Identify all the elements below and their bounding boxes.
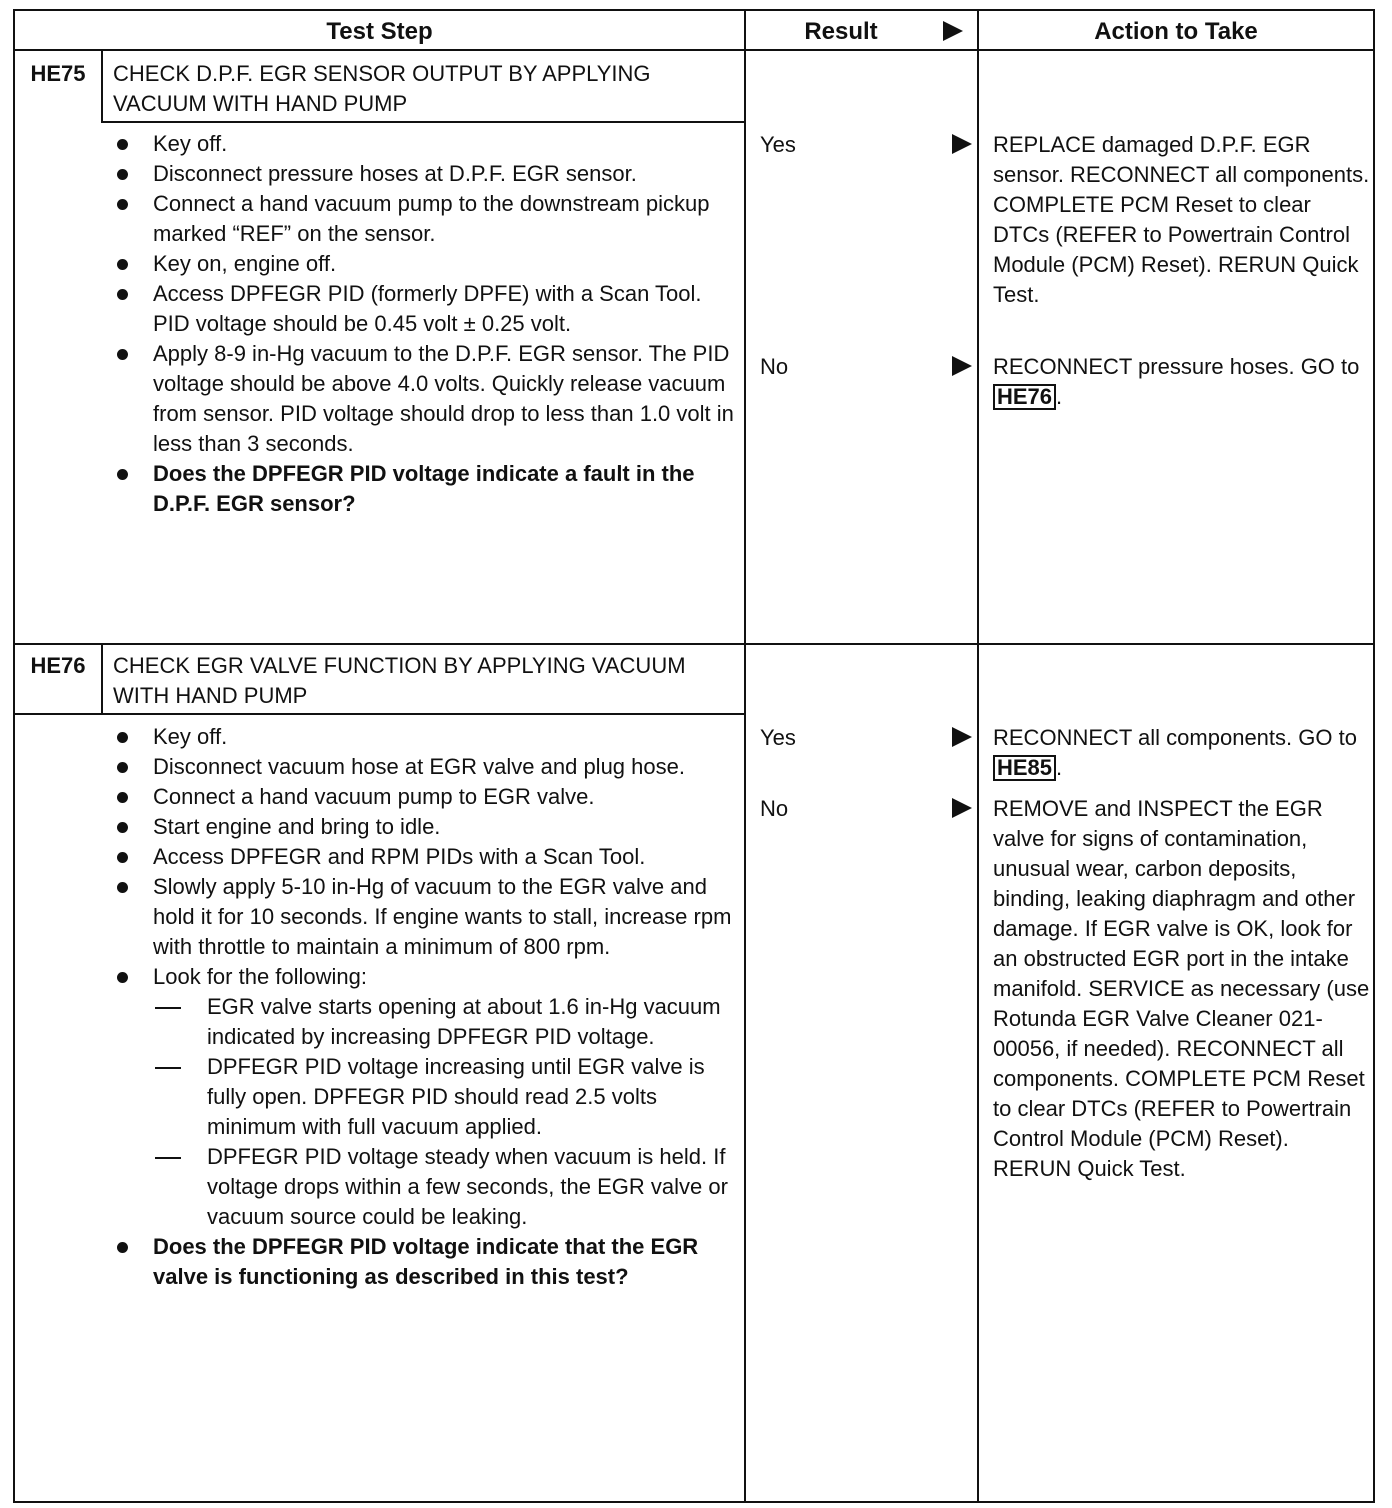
- list-item: Disconnect pressure hoses at D.P.F. EGR sensor.: [111, 159, 743, 189]
- list-item-text: Look for the following:: [153, 964, 368, 989]
- sub-list-item: DPFEGR PID voltage steady when vacuum is held. If voltage drops within a few seconds, the EGR valve or vacuum source could be leaking.: [153, 1142, 743, 1232]
- list-item: Start engine and bring to idle.: [111, 812, 743, 842]
- he76-result-no: No: [760, 796, 789, 821]
- he75-question: Does the DPFEGR PID voltage indicate a fault in the D.P.F. EGR sensor?: [111, 459, 743, 519]
- he76-code: HE76: [30, 653, 86, 678]
- he76-code-divider: [101, 645, 103, 715]
- arrow-icon: [952, 798, 972, 818]
- column-divider-step-result: [744, 11, 746, 1501]
- list-item: Connect a hand vacuum pump to the downstream pickup marked “REF” on the sensor.: [111, 189, 743, 249]
- header-arrow-icon: [943, 21, 963, 41]
- he76-action-yes: [993, 723, 1373, 783]
- list-item: Key on, engine off.: [111, 249, 743, 279]
- he75-code: HE75: [30, 61, 86, 86]
- he76-action-yes-text: RECONNECT all components. GO to: [993, 725, 1357, 750]
- he75-steps: [111, 129, 743, 519]
- list-item: Slowly apply 5-10 in-Hg of vacuum to the EGR valve and hold it for 10 seconds. If engine wants to stall, increase rpm with throttle to maintain a minimum of 800 rpm.: [111, 872, 743, 962]
- he75-action-no: [993, 352, 1373, 412]
- list-item: Disconnect vacuum hose at EGR valve and plug hose.: [111, 752, 743, 782]
- list-item: Connect a hand vacuum pump to EGR valve.: [111, 782, 743, 812]
- list-item: Key off.: [111, 129, 743, 159]
- he85-reference-link[interactable]: HE85: [993, 755, 1056, 781]
- he76-action-yes-tail: .: [1056, 755, 1063, 780]
- he76-action-no: REMOVE and INSPECT the EGR valve for signs of contamination, unusual wear, carbon deposits, binding, leaking diaphragm and other damage. If EGR valve is OK, look for an obstructed EGR port in the intake manifold. SERVICE as necessary (use Rotunda EGR Valve Cleaner 021-00056, if needed). RECONNECT all components. COMPLETE PCM Reset to clear DTCs (REFER to Powertrain Control Module (PCM) Reset). RERUN Quick Test.: [993, 796, 1370, 1181]
- he76-substeps: [153, 992, 743, 1232]
- he76-steps: [111, 722, 743, 1292]
- he76-title-divider: [15, 713, 744, 715]
- he75-action-no-tail: .: [1056, 384, 1063, 409]
- he75-title: CHECK D.P.F. EGR SENSOR OUTPUT BY APPLYING VACUUM WITH HAND PUMP: [113, 61, 651, 116]
- sub-list-item: DPFEGR PID voltage increasing until EGR valve is fully open. DPFEGR PID should read 2.5 volts minimum with full vacuum applied.: [153, 1052, 743, 1142]
- diagnostic-table: [13, 9, 1375, 1503]
- he75-action-no-text: RECONNECT pressure hoses. GO to: [993, 354, 1360, 379]
- list-item: Apply 8-9 in-Hg vacuum to the D.P.F. EGR sensor. The PID voltage should be above 4.0 volts. Quickly release vacuum from sensor. PID voltage should drop to less than 1.0 volt in less than 3 seconds.: [111, 339, 743, 459]
- arrow-icon: [952, 134, 972, 154]
- he76-title: CHECK EGR VALVE FUNCTION BY APPLYING VACUUM WITH HAND PUMP: [113, 653, 686, 708]
- he75-action-yes: REPLACE damaged D.P.F. EGR sensor. RECONNECT all components. COMPLETE PCM Reset to clear DTCs (REFER to Powertrain Control Module (PCM) Reset). RERUN Quick Test.: [993, 132, 1370, 307]
- he75-result-yes: Yes: [760, 132, 796, 157]
- arrow-icon: [952, 356, 972, 376]
- list-item: Access DPFEGR PID (formerly DPFE) with a Scan Tool. PID voltage should be 0.45 volt ± 0.25 volt.: [111, 279, 743, 339]
- list-item: Key off.: [111, 722, 743, 752]
- he75-result-no: No: [760, 354, 789, 379]
- header-result: Result: [804, 18, 878, 45]
- column-divider-result-action: [977, 11, 979, 1501]
- list-item: Access DPFEGR and RPM PIDs with a Scan Tool.: [111, 842, 743, 872]
- he75-code-divider: [101, 51, 103, 123]
- sub-list-item: EGR valve starts opening at about 1.6 in-Hg vacuum indicated by increasing DPFEGR PID voltage.: [153, 992, 743, 1052]
- list-item: [111, 962, 743, 1232]
- he76-result-yes: Yes: [760, 725, 796, 750]
- he76-reference-link[interactable]: HE76: [993, 384, 1056, 410]
- he75-title-divider: [101, 121, 744, 123]
- he76-question: Does the DPFEGR PID voltage indicate that the EGR valve is functioning as described in this test?: [111, 1232, 743, 1292]
- header-test-step: Test Step: [326, 18, 433, 45]
- section-divider: [15, 643, 1373, 645]
- header-action: Action to Take: [1094, 18, 1258, 45]
- arrow-icon: [952, 727, 972, 747]
